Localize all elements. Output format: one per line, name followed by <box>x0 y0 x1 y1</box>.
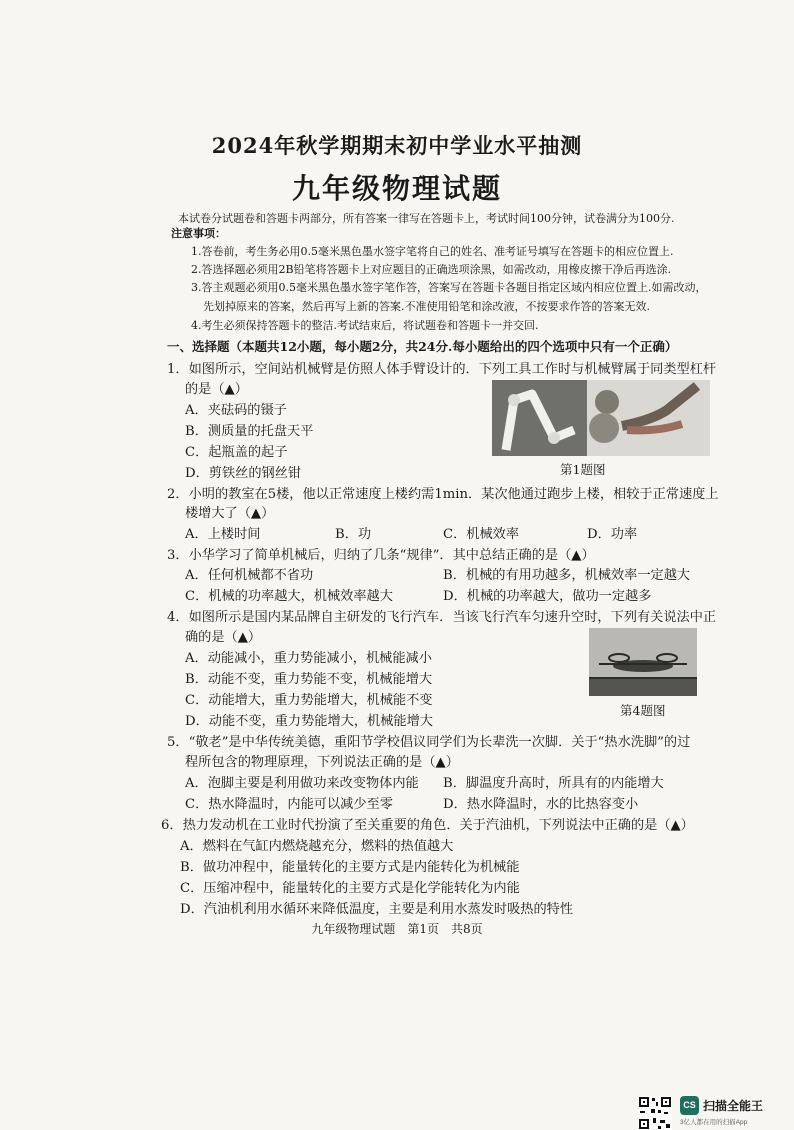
question-1-option-a: A．夹砝码的镊子 <box>185 403 287 418</box>
notice-item: 3.答主观题必须用0.5毫米黑色墨水签字笔作答，答案写在答题卡各题目指定区域内相应位置上.如需改动， <box>191 281 707 294</box>
figure-4-image <box>589 628 697 696</box>
question-2-option-b: B．功 <box>335 527 372 542</box>
question-5-stem: 5．“敬老”是中华传统美德，重阳节学校倡议同学们为长辈洗一次脚．关于“热水洗脚”的过 <box>167 735 691 750</box>
figure-1-image <box>492 380 710 456</box>
question-6-option-d: D．汽油机利用水循环来降低温度，主要是利用水蒸发时吸热的特性 <box>180 902 574 917</box>
exam-subtitle: 九年级物理试题 <box>291 172 502 205</box>
question-6-option-c: C．压缩冲程中，能量转化的主要方式是化学能转化为内能 <box>180 881 520 896</box>
camscanner-logo: CS <box>680 1096 699 1115</box>
notice-intro: 本试卷分试题卷和答题卡两部分，所有答案一律写在答题卡上，考试时间100分钟，试卷满分为100分. <box>178 212 675 225</box>
question-1-stem-cont: 的是（▲） <box>185 382 248 397</box>
question-2-option-c: C．机械效率 <box>443 527 520 542</box>
scanner-badge <box>680 1096 784 1126</box>
notice-item: 1.答卷前，考生务必用0.5毫米黑色墨水签字笔将自己的姓名、准考证号填写在答题卡的相应位置上. <box>191 245 674 258</box>
question-4-option-b: B．动能不变，重力势能不变，机械能增大 <box>185 672 433 687</box>
exam-title: 2024年秋学期期末初中学业水平抽测 <box>211 133 583 158</box>
figure-4-caption: 第4题图 <box>620 703 666 718</box>
question-4-stem: 4．如图所示是国内某品牌自主研发的飞行汽车．当该飞行汽车匀速升空时，下列有关说法中正 <box>167 610 717 625</box>
notice-item: 先划掉原来的答案，然后再写上新的答案.不准使用铅笔和涂改液，不按要求作答的答案无效. <box>203 300 650 313</box>
question-4-option-c: C．动能增大，重力势能增大，机械能不变 <box>185 693 433 708</box>
question-2-option-a: A．上楼时间 <box>185 527 261 542</box>
question-2-option-d: D．功率 <box>587 527 638 542</box>
page-footer: 九年级物理试题 第1页 共8页 <box>311 922 483 936</box>
question-5-option-b: B．脚温度升高时，所具有的内能增大 <box>443 776 664 791</box>
notice-item: 2.答选择题必须用2B铅笔将答题卡上对应题目的正确选项涂黑，如需改动，用橡皮擦干净后再选涂. <box>191 263 672 276</box>
question-1-option-b: B．测质量的托盘天平 <box>185 424 314 439</box>
question-4-stem-cont: 确的是（▲） <box>185 630 262 645</box>
question-3-option-a: A．任何机械都不省功 <box>185 568 314 583</box>
notice-heading: 注意事项： <box>171 227 226 240</box>
scanner-name: 扫描全能王 <box>703 1099 764 1113</box>
question-6-stem: 6．热力发动机在工业时代扮演了至关重要的角色．关于汽油机，下列说法中正确的是（▲） <box>161 818 694 833</box>
question-6-option-b: B．做功冲程中，能量转化的主要方式是内能转化为机械能 <box>180 860 520 875</box>
question-1-option-d: D．剪铁丝的钢丝钳 <box>185 466 302 481</box>
question-3-option-b: B．机械的有用功越多，机械效率一定越大 <box>443 568 691 583</box>
question-5-option-a: A．泡脚主要是利用做功来改变物体内能 <box>185 776 419 791</box>
question-6-option-a: A．燃料在气缸内燃烧越充分，燃料的热值越大 <box>180 839 454 854</box>
question-3-stem: 3．小华学习了简单机械后，归纳了几条“规律”．其中总结正确的是（▲） <box>167 548 595 563</box>
question-3-option-c: C．机械的功率越大，机械效率越大 <box>185 589 393 604</box>
question-1-stem: 1．如图所示，空间站机械臂是仿照人体手臂设计的．下列工具工作时与机械臂属于同类型杠杆 <box>167 362 717 377</box>
section-heading: 一、选择题（本题共12小题，每小题2分，共24分.每小题给出的四个选项中只有一个正确） <box>167 339 678 354</box>
question-1-option-c: C．起瓶盖的起子 <box>185 445 288 460</box>
question-4-option-a: A．动能减小，重力势能减小，机械能减小 <box>185 651 432 666</box>
question-4-option-d: D．动能不变，重力势能增大，机械能增大 <box>185 714 433 729</box>
question-5-option-d: D．热水降温时，水的比热容变小 <box>443 797 639 812</box>
figure-1-caption: 第1题图 <box>560 462 606 477</box>
question-3-option-d: D．机械的功率越大，做功一定越多 <box>443 589 652 604</box>
notice-item: 4.考生必须保持答题卡的整洁.考试结束后，将试题卷和答题卡一并交回. <box>191 319 539 332</box>
question-5-option-c: C．热水降温时，内能可以减少至零 <box>185 797 393 812</box>
question-5-stem-cont: 程所包含的物理原理，下列说法正确的是（▲） <box>185 755 459 770</box>
question-2-stem: 2．小明的教室在5楼，他以正常速度上楼约需1min．某次他通过跑步上楼，相较于正常速度上 <box>167 487 719 502</box>
question-2-stem-cont: 楼增大了（▲） <box>185 506 275 521</box>
scanner-tagline: 3亿人都在用的扫描App <box>680 1119 748 1126</box>
